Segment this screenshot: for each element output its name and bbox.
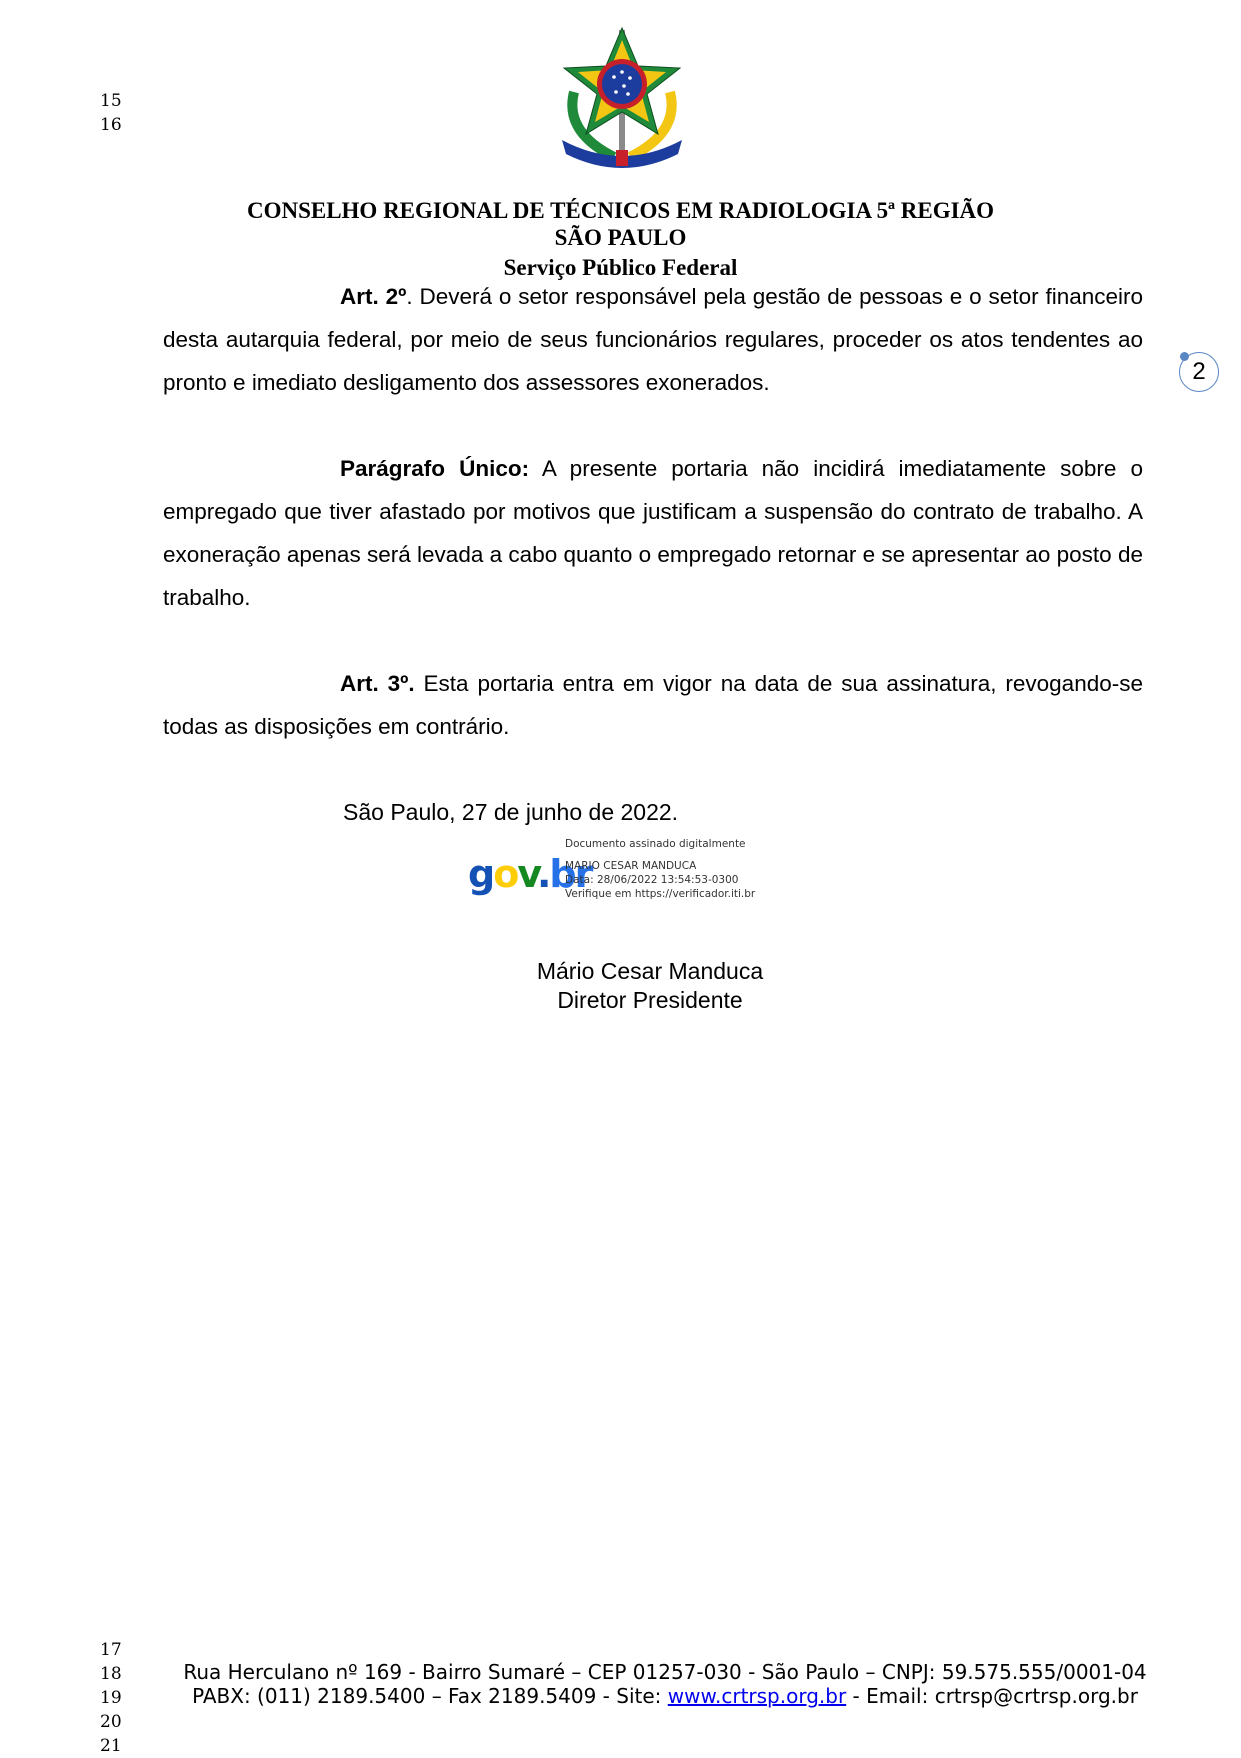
page-number: 2 bbox=[1192, 358, 1206, 385]
footer-email: - Email: crtrsp@crtrsp.org.br bbox=[846, 1684, 1138, 1708]
organization-title: CONSELHO REGIONAL DE TÉCNICOS EM RADIOLOGIA 5ª REGIÃO bbox=[246, 198, 995, 223]
article-2 bbox=[163, 275, 1143, 404]
footer-contact bbox=[150, 1684, 1180, 1708]
badge-dot bbox=[1180, 352, 1189, 361]
article-2-text: . Deverá o setor responsável pela gestão de pessoas e o setor financeiro desta autarquia federal, por meio de seus funcionários regulares, proceder os atos tendentes ao pronto e imediato desligamento dos assessores exonerados. bbox=[163, 284, 1144, 395]
line-number: 20 bbox=[100, 1712, 122, 1732]
footer-phone: PABX: (011) 2189.5400 – Fax 2189.5409 - Site: bbox=[192, 1684, 668, 1708]
article-3-text: Esta portaria entra em vigor na data de sua assinatura, revogando-se todas as disposições em contrário. bbox=[163, 671, 1143, 739]
organization-location: SÃO PAULO bbox=[554, 225, 687, 250]
signature-date: Data: 28/06/2022 13:54:53-0300 bbox=[565, 874, 739, 886]
signer-name: MARIO CESAR MANDUCA bbox=[565, 860, 697, 872]
signatory-role: Diretor Presidente bbox=[557, 987, 743, 1013]
line-number: 18 bbox=[100, 1664, 122, 1684]
footer-site-link[interactable]: www.crtrsp.org.br bbox=[667, 1684, 847, 1708]
line-number: 16 bbox=[100, 115, 122, 135]
organization-subtitle: Serviço Público Federal bbox=[503, 255, 738, 280]
paragrafo-unico bbox=[163, 447, 1143, 619]
article-3-label: Art. 3º. bbox=[340, 671, 415, 696]
footer-address: Rua Herculano nº 169 - Bairro Sumaré – CEP 01257-030 - São Paulo – CNPJ: 59.575.555/0001-04 bbox=[183, 1660, 1147, 1684]
signature-title: Documento assinado digitalmente bbox=[565, 838, 746, 850]
digital-signature-stamp bbox=[468, 833, 768, 905]
line-number: 15 bbox=[100, 91, 122, 111]
paragrafo-unico-text: A presente portaria não incidirá imediatamente sobre o empregado que tiver afastado por motivos que justificam a suspensão do contrato de trabalho. A exoneração apenas será levada a cabo quanto o empregado retornar e se apresentar ao posto de trabalho. bbox=[163, 456, 1143, 610]
signature-verify: Verifique em https://verificador.iti.br bbox=[565, 888, 756, 900]
paragrafo-unico-label: Parágrafo Único: bbox=[340, 456, 530, 481]
coat-of-arms-emblem bbox=[554, 22, 690, 172]
article-2-label: Art. 2º bbox=[340, 284, 407, 309]
date-line: São Paulo, 27 de junho de 2022. bbox=[343, 799, 679, 825]
govbr-logo: gov.br bbox=[468, 852, 592, 896]
article-3 bbox=[163, 662, 1143, 748]
signatory-name: Mário Cesar Manduca bbox=[536, 958, 764, 984]
line-number: 21 bbox=[100, 1736, 122, 1756]
line-number: 17 bbox=[100, 1640, 122, 1660]
line-number: 19 bbox=[100, 1688, 122, 1708]
